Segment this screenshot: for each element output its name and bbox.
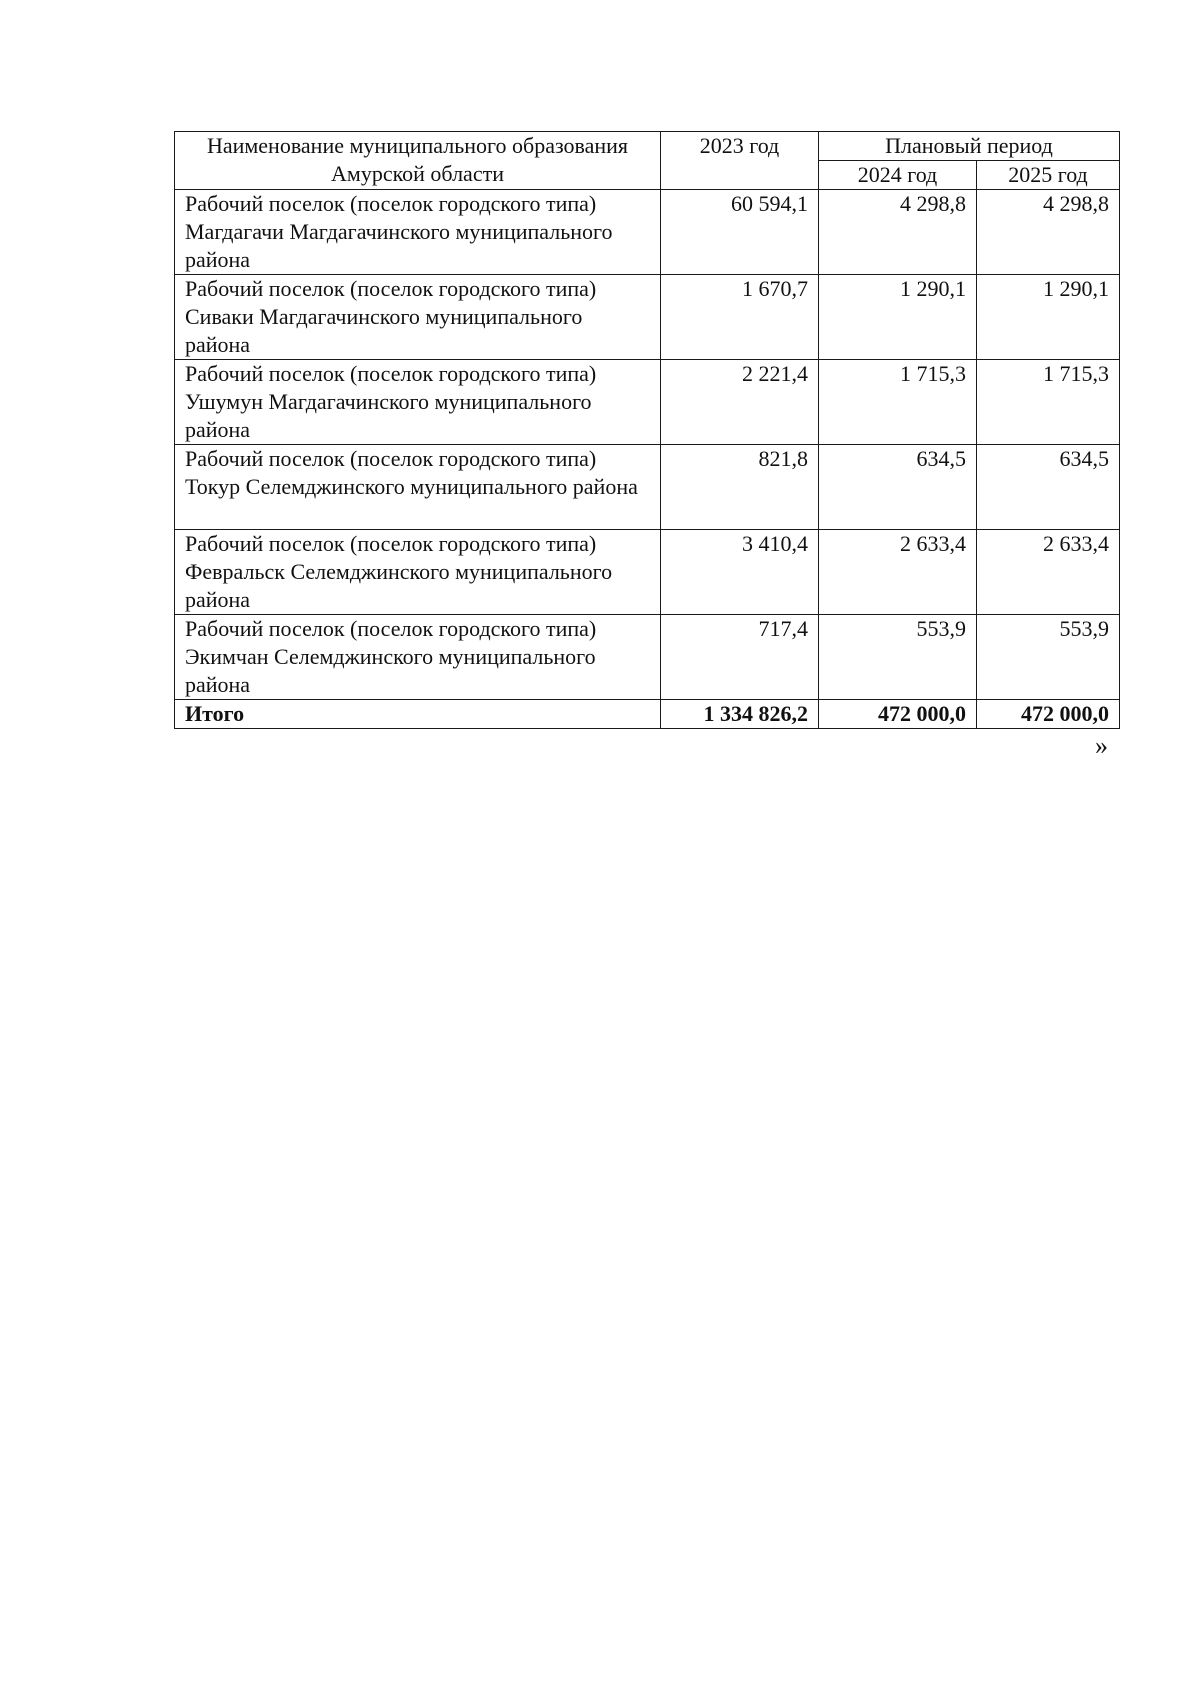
table-header xyxy=(175,132,1120,190)
row-value-2023: 3 410,4 xyxy=(661,530,819,615)
row-municipality-name: Рабочий поселок (поселок городского типа) Ушумун Магдагачинского муниципального района xyxy=(175,360,661,445)
row-value-2023: 821,8 xyxy=(661,445,819,530)
table-row xyxy=(175,190,1120,275)
table-total-row xyxy=(175,700,1120,729)
header-year-2025: 2025 год xyxy=(977,161,1120,190)
total-value-2024: 472 000,0 xyxy=(819,700,977,729)
row-value-2024: 634,5 xyxy=(819,445,977,530)
total-label: Итого xyxy=(175,700,661,729)
row-value-2025: 4 298,8 xyxy=(977,190,1120,275)
header-year-2024: 2024 год xyxy=(819,161,977,190)
row-value-2023: 717,4 xyxy=(661,615,819,700)
row-municipality-name: Рабочий поселок (поселок городского типа) Магдагачи Магдагачинского муниципального района xyxy=(175,190,661,275)
row-value-2025: 2 633,4 xyxy=(977,530,1120,615)
table-row xyxy=(175,360,1120,445)
table-row xyxy=(175,275,1120,360)
row-municipality-name: Рабочий поселок (поселок городского типа) Токур Селемджинского муниципального района xyxy=(175,445,661,530)
row-value-2025: 553,9 xyxy=(977,615,1120,700)
row-municipality-name: Рабочий поселок (поселок городского типа) Сиваки Магдагачинского муниципального района xyxy=(175,275,661,360)
table-row xyxy=(175,445,1120,530)
row-value-2025: 1 715,3 xyxy=(977,360,1120,445)
row-value-2024: 4 298,8 xyxy=(819,190,977,275)
row-value-2023: 2 221,4 xyxy=(661,360,819,445)
table-row xyxy=(175,615,1120,700)
row-value-2024: 1 290,1 xyxy=(819,275,977,360)
header-planned-period: Плановый период xyxy=(819,132,1120,161)
row-value-2024: 2 633,4 xyxy=(819,530,977,615)
row-value-2025: 1 290,1 xyxy=(977,275,1120,360)
budget-table xyxy=(174,131,1120,729)
table-row xyxy=(175,530,1120,615)
row-value-2024: 553,9 xyxy=(819,615,977,700)
total-value-2025: 472 000,0 xyxy=(977,700,1120,729)
total-value-2023: 1 334 826,2 xyxy=(661,700,819,729)
header-year-2023: 2023 год xyxy=(661,132,819,190)
row-value-2023: 60 594,1 xyxy=(661,190,819,275)
closing-quote-mark: » xyxy=(1095,731,1108,760)
row-municipality-name: Рабочий поселок (поселок городского типа) Февральск Селемджинского муниципального района xyxy=(175,530,661,615)
row-value-2024: 1 715,3 xyxy=(819,360,977,445)
row-municipality-name: Рабочий поселок (поселок городского типа) Экимчан Селемджинского муниципального района xyxy=(175,615,661,700)
row-value-2023: 1 670,7 xyxy=(661,275,819,360)
header-municipality-name: Наименование муниципального образования Амурской области xyxy=(175,132,661,190)
row-value-2025: 634,5 xyxy=(977,445,1120,530)
